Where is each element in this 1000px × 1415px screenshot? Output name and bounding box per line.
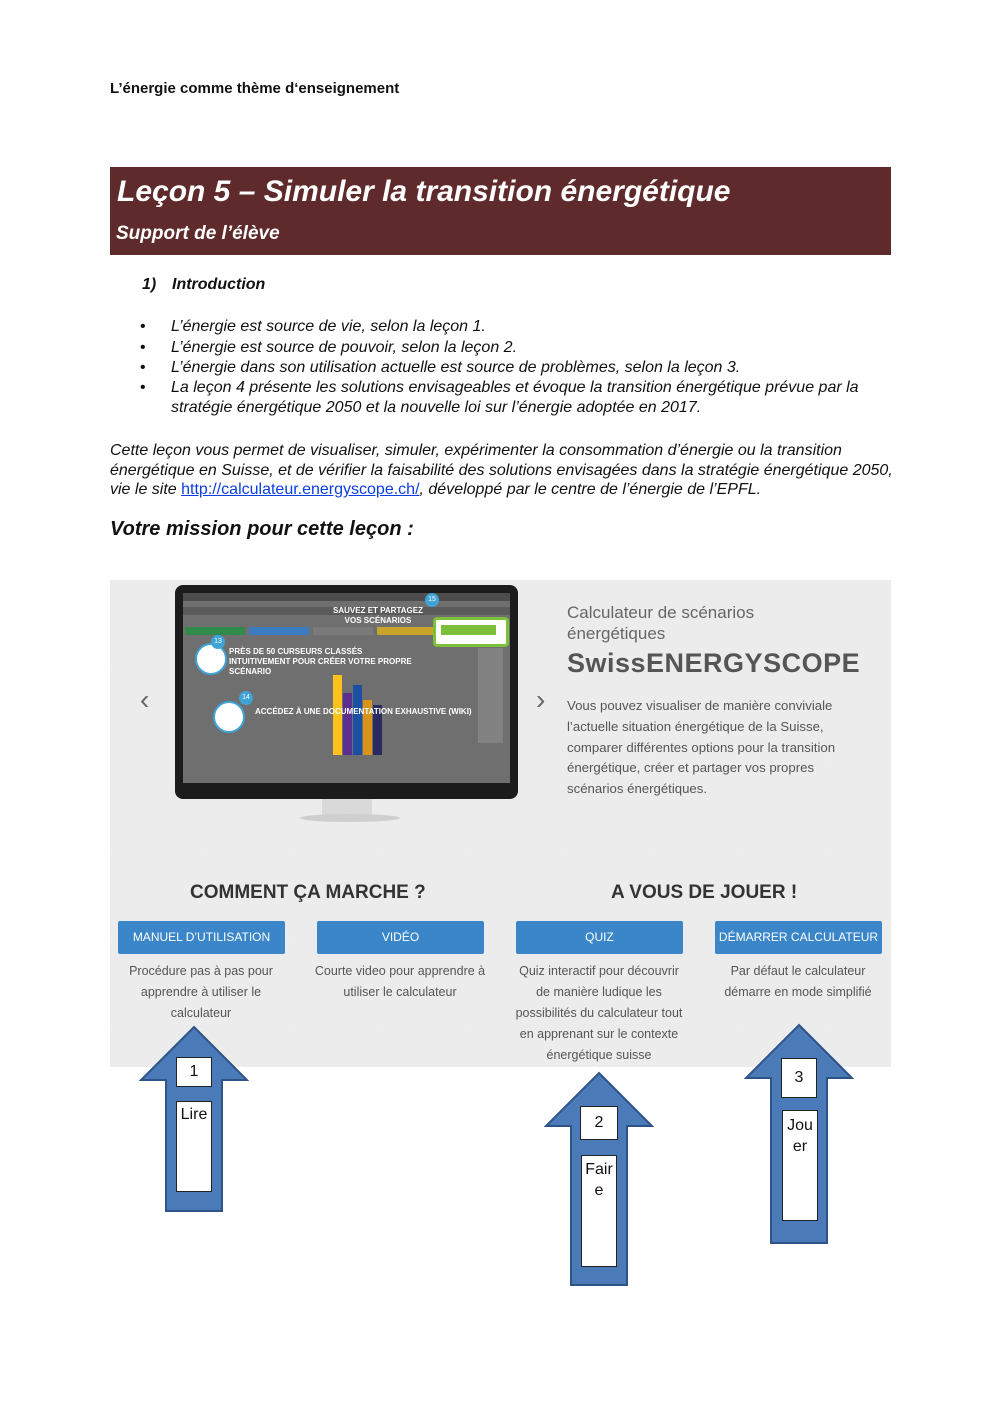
callout-save: SAUVEZ ET PARTAGEZ VOS SCÉNARIOS (333, 606, 423, 625)
arrow-1-number: 1 (176, 1057, 212, 1087)
callout-docs: ACCÉDEZ À UNE DOCUMENTATION EXHAUSTIVE (WIKI) (255, 707, 472, 716)
document-header: L’énergie comme thème d‘enseignement (110, 80, 400, 97)
quiz-description: Quiz interactif pour découvrir de manière ludique les possibilités du calculateur tout en apprenant sur le contexte énergétique suisse (515, 964, 683, 1062)
mission-heading: Votre mission pour cette leçon : (110, 518, 414, 540)
callout-sliders: PRÈS DE 50 CURSEURS CLASSÉS INTUITIVEMENT POUR CRÉER VOTRE PROPRE SCÉNARIO (229, 647, 412, 676)
quiz-button[interactable]: QUIZ (516, 921, 683, 954)
calculator-subtitle: Calculateur de scénarios énergétiques (567, 603, 755, 643)
lesson-subtitle: Support de l’élève (116, 223, 280, 244)
arrow-3-number: 3 (781, 1058, 817, 1098)
arrow-2-number: 2 (580, 1106, 618, 1140)
intro-heading-text: Introduction (172, 276, 266, 293)
manual-description: Procédure pas à pas pour apprendre à utiliser le calculateur (129, 964, 273, 1020)
lesson-title: Leçon 5 – Simuler la transition énergétique (117, 175, 731, 208)
monitor-screen (183, 593, 510, 783)
monitor-base (300, 814, 400, 822)
energyscope-screenshot (110, 580, 891, 1067)
carousel-prev-icon[interactable]: ‹ (140, 684, 150, 715)
intro-heading (142, 276, 265, 294)
calculator-title: SwissENERGYSCOPE (567, 648, 861, 678)
intro-paragraph: Cette leçon vous permet de visualiser, simuler, expérimenter la consommation d’énergie ou la transition énergétique en Suisse, et de vérifier la faisabilité des solutions envisagées dans la stratégie énergétique 2050, vie le site http://calculateur.energyscope.ch/, développé par le centre de l’énergie de l’EPFL. (110, 442, 893, 498)
video-description: Courte video pour apprendre à utiliser le calculateur (314, 964, 486, 999)
arrow-1-label: Lire (176, 1101, 212, 1192)
manual-button[interactable]: MANUEL D’UTILISATION (118, 921, 285, 954)
start-description: Par défaut le calculateur démarre en mode simplifié (724, 964, 872, 999)
how-it-works-heading: COMMENT ÇA MARCHE ? (190, 882, 426, 903)
intro-number: 1) (142, 276, 157, 293)
arrow-2-label: Faire (581, 1155, 617, 1267)
your-turn-heading: A VOUS DE JOUER ! (611, 882, 798, 903)
callout-badge-13: 13 (211, 635, 225, 649)
monitor-image (175, 585, 518, 799)
arrow-3-label: Jouer (782, 1110, 818, 1221)
start-calculator-button[interactable]: DÉMARRER CALCULATEUR (715, 921, 882, 954)
lesson-banner (110, 167, 891, 255)
energyscope-link[interactable]: http://calculateur.energyscope.ch/ (181, 481, 420, 498)
video-button[interactable]: VIDÉO (317, 921, 484, 954)
callout-badge-14: 14 (239, 691, 253, 705)
carousel-next-icon[interactable]: › (536, 684, 546, 715)
callout-badge-15: 15 (425, 593, 439, 607)
calculator-description: Vous pouvez visualiser de manière conviviale l’actuelle situation énergétique de la Suisse, comparer différentes options pour la transition énergétique, créer et partager vos propres scénarios énergétiques. (567, 698, 836, 797)
